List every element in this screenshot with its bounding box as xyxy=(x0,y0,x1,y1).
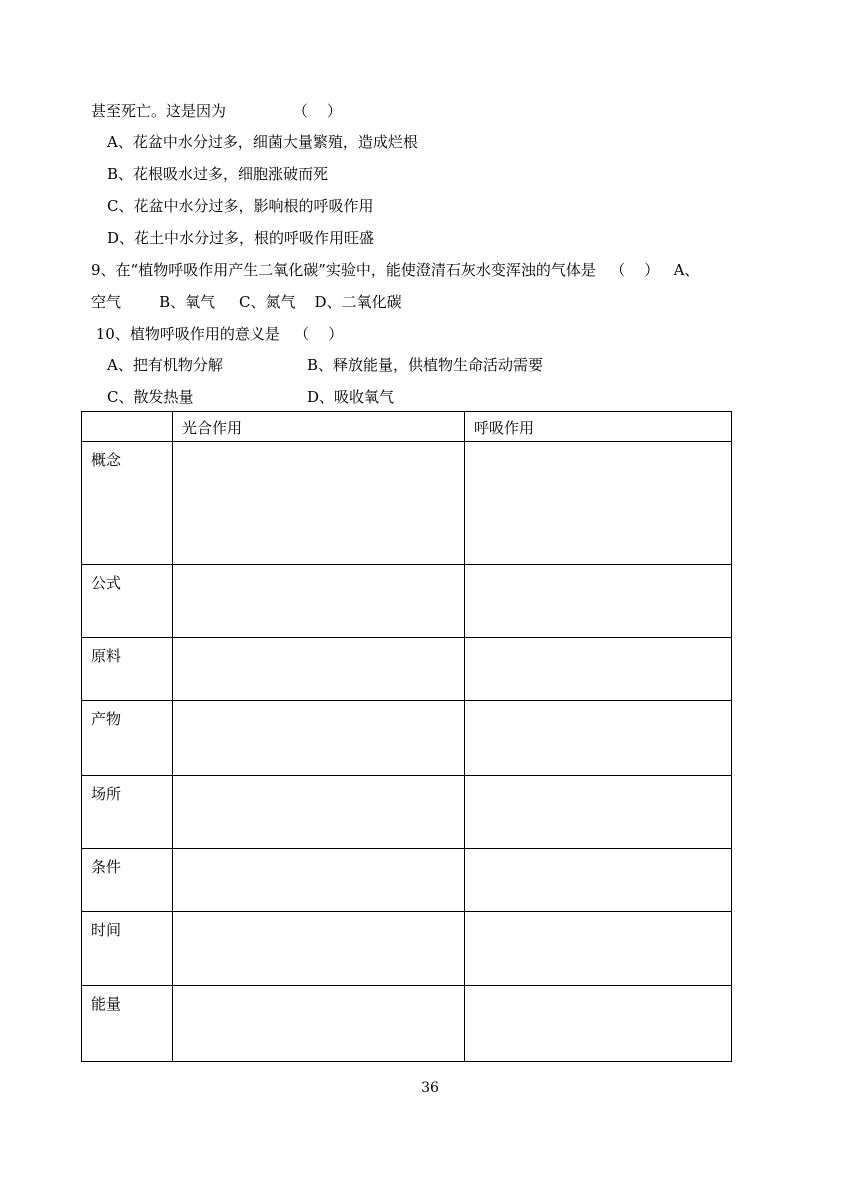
cell-photosynthesis[interactable] xyxy=(173,442,465,565)
row-label-products: 产物 xyxy=(82,701,173,776)
question-10-option-c: C、散发热量 xyxy=(107,388,194,406)
table-row xyxy=(82,986,732,1062)
row-label-time: 时间 xyxy=(82,912,173,986)
question-8-option-c: C、花盆中水分过多，影响根的呼吸作用 xyxy=(107,197,374,215)
question-8-option-b: B、花根吸水过多，细胞涨破而死 xyxy=(107,165,329,183)
question-8-option-a: A、花盆中水分过多，细菌大量繁殖，造成烂根 xyxy=(107,133,418,151)
table-row xyxy=(82,701,732,776)
cell-respiration[interactable] xyxy=(465,986,732,1062)
question-8-option-d: D、花土中水分过多，根的呼吸作用旺盛 xyxy=(107,229,375,247)
cell-respiration[interactable] xyxy=(465,638,732,701)
question-8-stem-end: 甚至死亡。这是因为 （ ） xyxy=(91,102,342,120)
table-header-corner xyxy=(82,412,173,442)
table-header-row xyxy=(82,412,732,442)
cell-respiration[interactable] xyxy=(465,442,732,565)
cell-respiration[interactable] xyxy=(465,912,732,986)
cell-photosynthesis[interactable] xyxy=(173,565,465,638)
row-label-concept: 概念 xyxy=(82,442,173,565)
question-10-option-a: A、把有机物分解 xyxy=(107,356,223,374)
table-row xyxy=(82,776,732,849)
question-10-option-d: D、吸收氧气 xyxy=(307,388,395,406)
row-label-energy: 能量 xyxy=(82,986,173,1062)
question-9-stem: 9、在“植物呼吸作用产生二氧化碳”实验中，能使澄清石灰水变浑浊的气体是 （ ） A、 xyxy=(91,261,700,279)
cell-respiration[interactable] xyxy=(465,776,732,849)
table-row xyxy=(82,442,732,565)
cell-respiration[interactable] xyxy=(465,849,732,912)
table-row xyxy=(82,565,732,638)
question-10-stem: 10、植物呼吸作用的意义是 （ ） xyxy=(91,325,344,343)
cell-photosynthesis[interactable] xyxy=(173,912,465,986)
question-10-option-b: B、释放能量，供植物生命活动需要 xyxy=(307,356,544,374)
cell-respiration[interactable] xyxy=(465,701,732,776)
table-header-photosynthesis: 光合作用 xyxy=(173,412,465,442)
page-number: 36 xyxy=(421,1080,439,1096)
table-row xyxy=(82,912,732,986)
cell-photosynthesis[interactable] xyxy=(173,849,465,912)
cell-photosynthesis[interactable] xyxy=(173,638,465,701)
table-header-respiration: 呼吸作用 xyxy=(465,412,732,442)
cell-photosynthesis[interactable] xyxy=(173,776,465,849)
comparison-table xyxy=(81,411,732,1062)
table-row xyxy=(82,638,732,701)
cell-respiration[interactable] xyxy=(465,565,732,638)
row-label-raw-materials: 原料 xyxy=(82,638,173,701)
question-9-options: 空气 B、氧气 C、氮气 D、二氧化碳 xyxy=(91,293,402,311)
cell-photosynthesis[interactable] xyxy=(173,701,465,776)
row-label-location: 场所 xyxy=(82,776,173,849)
row-label-conditions: 条件 xyxy=(82,849,173,912)
table-row xyxy=(82,849,732,912)
cell-photosynthesis[interactable] xyxy=(173,986,465,1062)
row-label-formula: 公式 xyxy=(82,565,173,638)
